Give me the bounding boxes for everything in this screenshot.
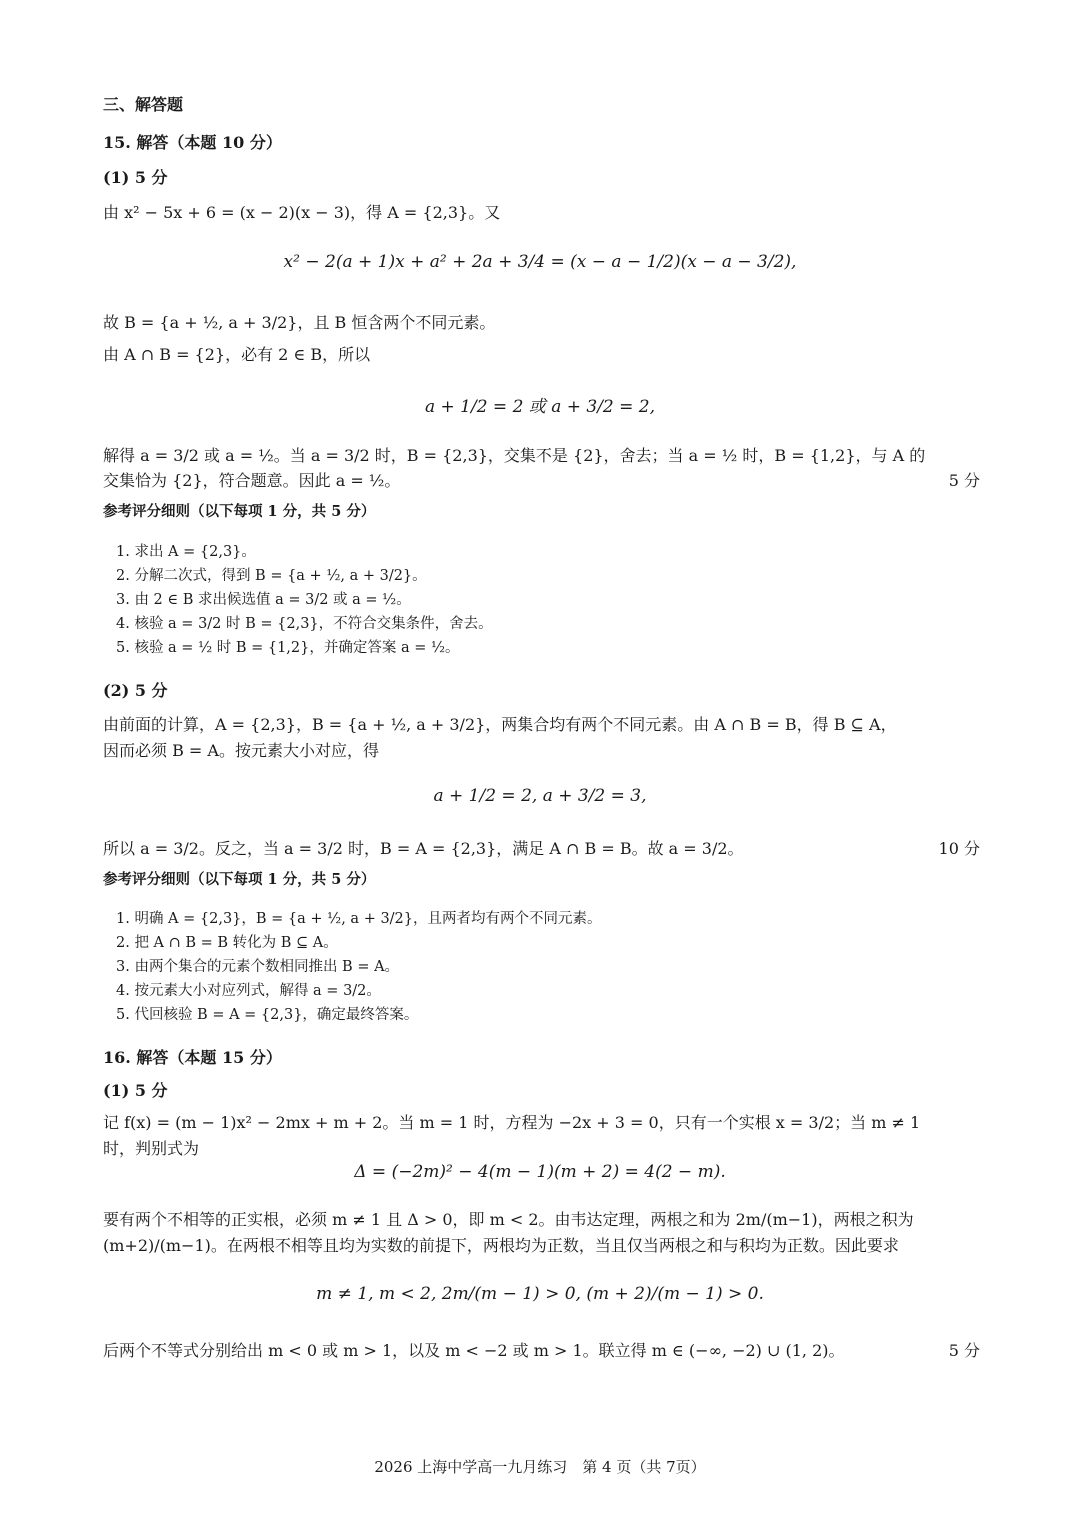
section-title: 三、解答题 xyxy=(103,95,184,114)
rubric-item: 4. 按元素大小对应列式，解得 a = 3/2。 xyxy=(116,983,381,999)
q16-p1-line-3: 要有两个不相等的正实根，必须 m ≠ 1 且 Δ > 0，即 m < 2。由韦达定理，两根之和为 2m/(m−1)，两根之积为 xyxy=(103,1210,914,1229)
q15-p1-score: 5 分 xyxy=(948,471,980,490)
q16-p1-line-2: 时，判别式为 xyxy=(103,1139,200,1158)
q15-p1-line-2: 故 B = {a + ½, a + 3/2}，且 B 恒含两个不同元素。 xyxy=(103,313,496,332)
q16-p1-line-1: 记 f(x) = (m − 1)x² − 2mx + m + 2。当 m = 1 时，方程为 −2x + 3 = 0，只有一个实根 x = 3/2；当 m ≠ 1 xyxy=(103,1113,921,1132)
rubric-item: 4. 核验 a = 3/2 时 B = {2,3}，不符合交集条件，舍去。 xyxy=(116,616,493,632)
q15-p1-display-eq-2: a + 1/2 = 2 或 a + 3/2 = 2, xyxy=(424,397,656,417)
rubric-item: 5. 代回核验 B = A = {2,3}，确定最终答案。 xyxy=(116,1007,419,1023)
q15-p2-line-3: 所以 a = 3/2。反之，当 a = 3/2 时，B = A = {2,3}，满足 A ∩ B = B。故 a = 3/2。 xyxy=(103,839,744,858)
q15-p2-rubric-title: 参考评分细则（以下每项 1 分，共 5 分） xyxy=(103,871,376,888)
q16-p1-line-5: 后两个不等式分别给出 m < 0 或 m > 1，以及 m < −2 或 m > 1。联立得 m ∈ (−∞, −2) ∪ (1, 2)。 xyxy=(103,1341,845,1360)
page-footer: 2026 上海中学高一九月练习 第 4 页（共 7页） xyxy=(374,1458,706,1476)
q15-title: 15. 解答（本题 10 分） xyxy=(103,133,282,152)
q16-title: 16. 解答（本题 15 分） xyxy=(103,1048,282,1067)
q16-p1-display-eq-2: m ≠ 1, m < 2, 2m/(m − 1) > 0, (m + 2)/(m − 1) > 0. xyxy=(316,1284,764,1304)
q15-p1-line-1: 由 x² − 5x + 6 = (x − 2)(x − 3)，得 A = {2,3}。又 xyxy=(103,203,501,222)
q15-p1-line-4: 解得 a = 3/2 或 a = ½。当 a = 3/2 时，B = {2,3}，交集不是 {2}，舍去；当 a = ½ 时，B = {1,2}，与 A 的 xyxy=(103,446,926,465)
rubric-item: 1. 求出 A = {2,3}。 xyxy=(116,544,256,560)
rubric-item: 5. 核验 a = ½ 时 B = {1,2}，并确定答案 a = ½。 xyxy=(116,640,460,656)
q15-p2-display-eq: a + 1/2 = 2, a + 3/2 = 3, xyxy=(433,786,647,806)
rubric-item: 3. 由 2 ∈ B 求出候选值 a = 3/2 或 a = ½。 xyxy=(116,592,411,608)
rubric-item: 2. 分解二次式，得到 B = {a + ½, a + 3/2}。 xyxy=(116,568,427,584)
q16-p1-line-4: (m+2)/(m−1)。在两根不相等且均为实数的前提下，两根均为正数，当且仅当两根之和与积均为正数。因此要求 xyxy=(103,1236,899,1255)
rubric-item: 3. 由两个集合的元素个数相同推出 B = A。 xyxy=(116,959,400,975)
q15-part2-heading: (2) 5 分 xyxy=(103,681,168,700)
q15-part1-heading: (1) 5 分 xyxy=(103,168,168,187)
q16-p1-display-eq-1: Δ = (−2m)² − 4(m − 1)(m + 2) = 4(2 − m). xyxy=(354,1162,726,1182)
q16-p1-score: 5 分 xyxy=(948,1341,980,1360)
q15-p1-line-3: 由 A ∩ B = {2}，必有 2 ∈ B，所以 xyxy=(103,345,371,364)
q15-p1-display-eq-1: x² − 2(a + 1)x + a² + 2a + 3/4 = (x − a − 1/2)(x − a − 3/2), xyxy=(283,252,797,272)
q15-p2-line-2: 因而必须 B = A。按元素大小对应，得 xyxy=(103,741,379,760)
q16-part1-heading: (1) 5 分 xyxy=(103,1081,168,1100)
rubric-item: 2. 把 A ∩ B = B 转化为 B ⊆ A。 xyxy=(116,935,338,951)
q15-p1-rubric-title: 参考评分细则（以下每项 1 分，共 5 分） xyxy=(103,503,376,520)
q15-p1-line-5: 交集恰为 {2}，符合题意。因此 a = ½。 xyxy=(103,471,401,490)
rubric-item: 1. 明确 A = {2,3}，B = {a + ½, a + 3/2}，且两者均有两个不同元素。 xyxy=(116,911,602,927)
q15-p2-line-1: 由前面的计算，A = {2,3}，B = {a + ½, a + 3/2}，两集合均有两个不同元素。由 A ∩ B = B，得 B ⊆ A， xyxy=(103,715,897,734)
q15-p2-score: 10 分 xyxy=(938,839,980,858)
